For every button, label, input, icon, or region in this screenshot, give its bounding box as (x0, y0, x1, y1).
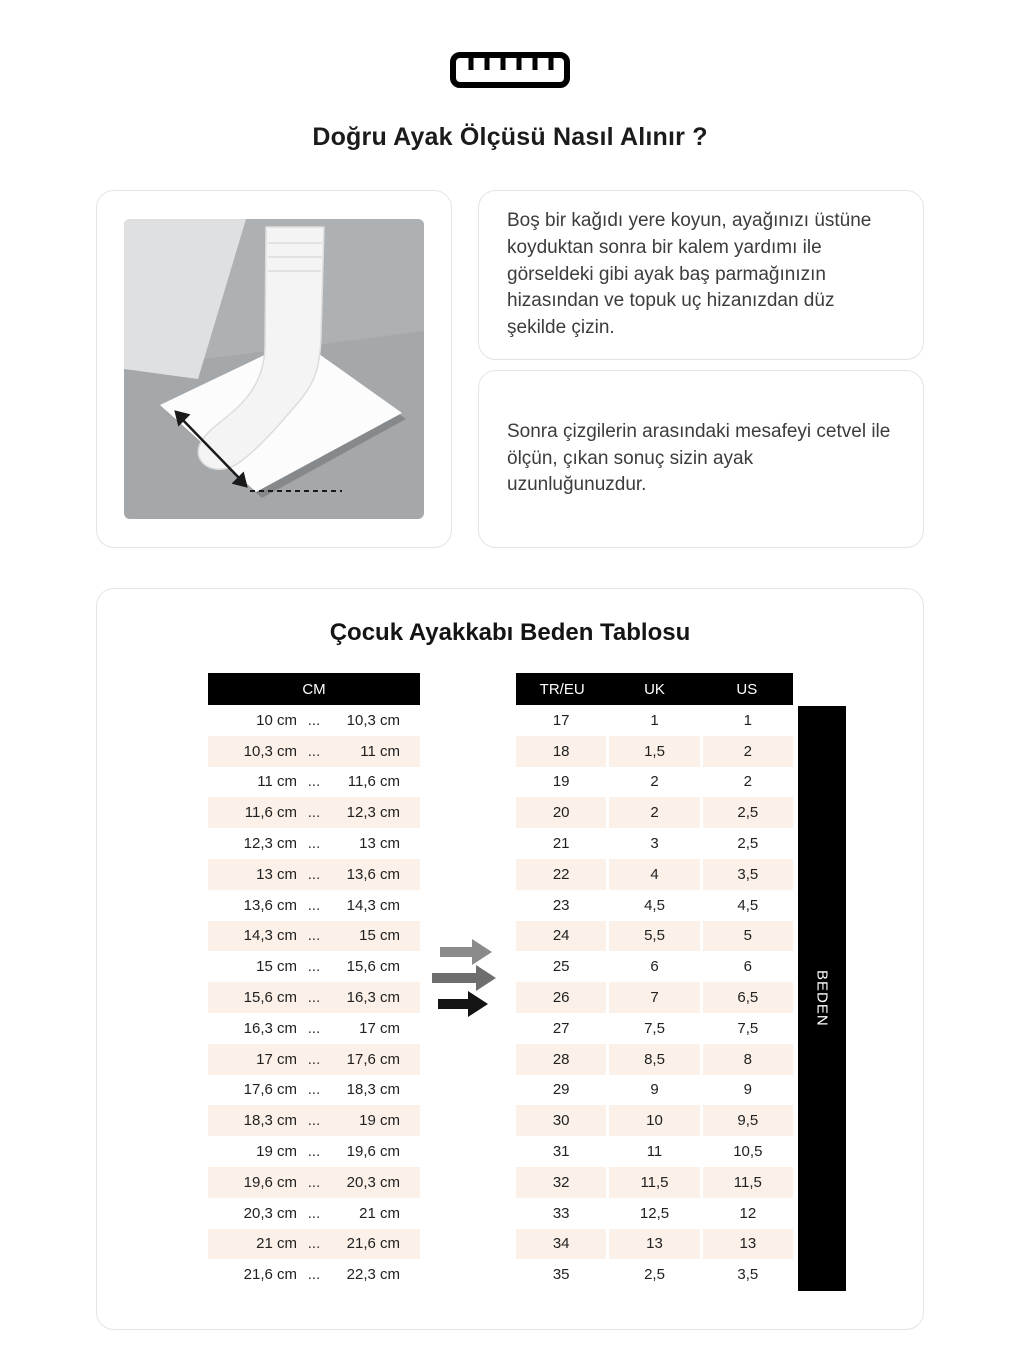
uk-value: 2 (609, 797, 699, 828)
cm-range-max: 17 cm (359, 1019, 400, 1037)
cm-table-row (208, 1044, 420, 1075)
cm-range-min: 14,3 cm (243, 927, 297, 945)
cm-range-min: 13,6 cm (243, 896, 297, 914)
size-table-row (516, 1044, 793, 1075)
cm-table-row (208, 1198, 420, 1229)
cm-table-row (208, 921, 420, 952)
cm-table-row (208, 828, 420, 859)
tr-eu-value: 24 (516, 921, 606, 952)
cm-table-row (208, 859, 420, 890)
range-separator: ... (307, 773, 321, 791)
size-table-header-us: US (736, 680, 758, 698)
size-table-header-tr-eu: TR/EU (539, 680, 585, 698)
cm-table (208, 673, 420, 1290)
tr-eu-value: 19 (516, 767, 606, 798)
uk-value: 5,5 (609, 921, 699, 952)
cm-range-min: 16,3 cm (243, 1019, 297, 1037)
us-value: 2 (703, 767, 793, 798)
cm-range-max: 10,3 cm (346, 711, 400, 729)
us-value: 11,5 (703, 1167, 793, 1198)
size-table-row (516, 1105, 793, 1136)
cm-range-max: 19 cm (359, 1112, 400, 1130)
cm-range-min: 10,3 cm (243, 742, 297, 760)
us-value: 2,5 (703, 828, 793, 859)
cm-range-max: 21 cm (359, 1204, 400, 1222)
size-table-row (516, 1136, 793, 1167)
tr-eu-value: 33 (516, 1198, 606, 1229)
cm-table-header: CM (208, 673, 420, 705)
cm-range-min: 17 cm (256, 1050, 297, 1068)
range-separator: ... (307, 1235, 321, 1253)
uk-value: 2 (609, 767, 699, 798)
size-chart-card (96, 588, 924, 1330)
size-table-header-uk: UK (644, 680, 665, 698)
cm-range-max: 17,6 cm (346, 1050, 400, 1068)
size-table-row (516, 736, 793, 767)
tr-eu-value: 31 (516, 1136, 606, 1167)
range-separator: ... (307, 958, 321, 976)
how-to-measure-section (0, 152, 1020, 548)
size-chart-title: Çocuk Ayakkabı Beden Tablosu (329, 619, 691, 646)
cm-range-min: 11,6 cm (244, 804, 297, 822)
cm-range-min: 15,6 cm (243, 989, 297, 1007)
beden-side-bar (798, 706, 846, 1291)
page-title: Doğru Ayak Ölçüsü Nasıl Alınır ? (312, 123, 708, 151)
cm-table-row (208, 705, 420, 736)
size-table (516, 673, 793, 1290)
cm-range-min: 13 cm (256, 865, 297, 883)
uk-value: 1 (609, 705, 699, 736)
size-table-row (516, 1167, 793, 1198)
size-table-row (516, 890, 793, 921)
cm-range-min: 21,6 cm (243, 1266, 297, 1284)
range-separator: ... (307, 989, 321, 1007)
tr-eu-value: 35 (516, 1259, 606, 1290)
tr-eu-value: 28 (516, 1044, 606, 1075)
tr-eu-value: 26 (516, 982, 606, 1013)
us-value: 10,5 (703, 1136, 793, 1167)
cm-range-max: 11,6 cm (347, 773, 400, 791)
tr-eu-value: 18 (516, 736, 606, 767)
foot-measurement-image-card (96, 190, 452, 548)
cm-table-row (208, 951, 420, 982)
uk-value: 6 (609, 951, 699, 982)
uk-value: 1,5 (609, 736, 699, 767)
us-value: 1 (703, 705, 793, 736)
uk-value: 8,5 (609, 1044, 699, 1075)
us-value: 3,5 (703, 1259, 793, 1290)
cm-range-max: 21,6 cm (346, 1235, 400, 1253)
instruction-text-column (478, 190, 924, 548)
tr-eu-value: 30 (516, 1105, 606, 1136)
us-value: 9,5 (703, 1105, 793, 1136)
size-table-row (516, 1198, 793, 1229)
tr-eu-value: 22 (516, 859, 606, 890)
uk-value: 12,5 (609, 1198, 699, 1229)
us-value: 12 (703, 1198, 793, 1229)
size-table-row (516, 1013, 793, 1044)
size-table-row (516, 705, 793, 736)
tr-eu-value: 20 (516, 797, 606, 828)
size-table-row (516, 828, 793, 859)
cm-table-row (208, 767, 420, 798)
us-value: 6 (703, 951, 793, 982)
range-separator: ... (307, 1081, 321, 1099)
size-table-row (516, 921, 793, 952)
size-table-header (516, 673, 793, 705)
tr-eu-value: 27 (516, 1013, 606, 1044)
cm-range-min: 19 cm (256, 1143, 297, 1161)
us-value: 8 (703, 1044, 793, 1075)
us-value: 3,5 (703, 859, 793, 890)
range-separator: ... (307, 711, 321, 729)
instruction-step-2-card (478, 370, 924, 548)
us-value: 5 (703, 921, 793, 952)
cm-table-row (208, 890, 420, 921)
tr-eu-value: 34 (516, 1229, 606, 1260)
us-value: 6,5 (703, 982, 793, 1013)
cm-range-min: 21 cm (256, 1235, 297, 1253)
us-value: 2,5 (703, 797, 793, 828)
tr-eu-value: 23 (516, 890, 606, 921)
us-value: 7,5 (703, 1013, 793, 1044)
tr-eu-value: 21 (516, 828, 606, 859)
uk-value: 11,5 (609, 1167, 699, 1198)
uk-value: 13 (609, 1229, 699, 1260)
cm-range-min: 12,3 cm (243, 835, 297, 853)
uk-value: 4,5 (609, 890, 699, 921)
cm-range-min: 11 cm (257, 773, 297, 791)
size-chart-tables (97, 673, 923, 1291)
cm-table-row (208, 1136, 420, 1167)
us-value: 9 (703, 1075, 793, 1106)
cm-range-max: 15 cm (359, 927, 400, 945)
header-icon-area (0, 0, 1020, 95)
size-table-row (516, 951, 793, 982)
range-separator: ... (307, 742, 321, 760)
instruction-step-2-text: Sonra çizgilerin arasındaki mesafeyi cetvel ile ölçün, çıkan sonuç sizin ayak uzunluğunuzdur. (507, 420, 891, 496)
range-separator: ... (307, 1050, 321, 1068)
cm-range-max: 13,6 cm (346, 865, 400, 883)
cm-range-max: 14,3 cm (346, 896, 400, 914)
cm-table-row (208, 736, 420, 767)
size-table-row (516, 767, 793, 798)
ruler-icon (449, 50, 571, 95)
cm-range-min: 10 cm (256, 711, 297, 729)
cm-range-min: 15 cm (256, 958, 297, 976)
us-value: 13 (703, 1229, 793, 1260)
uk-value: 2,5 (609, 1259, 699, 1290)
size-table-row (516, 859, 793, 890)
us-value: 2 (703, 736, 793, 767)
cm-range-max: 22,3 cm (346, 1266, 400, 1284)
tr-eu-value: 17 (516, 705, 606, 736)
cm-table-row (208, 1229, 420, 1260)
uk-value: 3 (609, 828, 699, 859)
cm-table-row (208, 1259, 420, 1290)
cm-table-row (208, 797, 420, 828)
cm-range-max: 16,3 cm (346, 989, 400, 1007)
cm-table-row (208, 1167, 420, 1198)
cm-range-max: 11 cm (360, 742, 400, 760)
range-separator: ... (307, 1143, 321, 1161)
range-separator: ... (307, 1266, 321, 1284)
range-separator: ... (307, 1112, 321, 1130)
cm-range-min: 18,3 cm (243, 1112, 297, 1130)
size-table-row (516, 1075, 793, 1106)
range-separator: ... (307, 1019, 321, 1037)
cm-range-min: 17,6 cm (243, 1081, 297, 1099)
uk-value: 10 (609, 1105, 699, 1136)
size-table-row (516, 1259, 793, 1290)
tr-eu-value: 29 (516, 1075, 606, 1106)
cm-range-max: 20,3 cm (346, 1173, 400, 1191)
uk-value: 7 (609, 982, 699, 1013)
range-separator: ... (307, 1204, 321, 1222)
double-arrow-right-icon (430, 937, 506, 1026)
uk-value: 4 (609, 859, 699, 890)
cm-range-max: 18,3 cm (346, 1081, 400, 1099)
cm-range-max: 15,6 cm (346, 958, 400, 976)
cm-range-max: 12,3 cm (346, 804, 400, 822)
uk-value: 11 (609, 1136, 699, 1167)
range-separator: ... (307, 804, 321, 822)
instruction-step-1-text: Boş bir kağıdı yere koyun, ayağınızı üstüne koyduktan sonra bir kalem yardımı ile görseldeki gibi ayak baş parmağınızın hizasından ve topuk uç hizanızdan düz şekilde çizin. (507, 209, 872, 339)
uk-value: 7,5 (609, 1013, 699, 1044)
cm-range-max: 19,6 cm (346, 1143, 400, 1161)
tr-eu-value: 25 (516, 951, 606, 982)
cm-table-row (208, 1013, 420, 1044)
beden-side-label: BEDEN (813, 970, 831, 1027)
cm-table-row (208, 1075, 420, 1106)
size-table-row (516, 1229, 793, 1260)
cm-table-body (208, 705, 420, 1290)
size-table-row (516, 982, 793, 1013)
cm-table-row (208, 1105, 420, 1136)
foot-on-paper-illustration (124, 219, 424, 519)
range-separator: ... (307, 896, 321, 914)
cm-range-max: 13 cm (359, 835, 400, 853)
range-separator: ... (307, 927, 321, 945)
range-separator: ... (307, 865, 321, 883)
us-value: 4,5 (703, 890, 793, 921)
size-table-row (516, 797, 793, 828)
instruction-step-1-card (478, 190, 924, 360)
cm-range-min: 19,6 cm (243, 1173, 297, 1191)
size-table-body (516, 705, 793, 1290)
cm-table-row (208, 982, 420, 1013)
uk-value: 9 (609, 1075, 699, 1106)
transfer-arrows-box (420, 673, 516, 1290)
tr-eu-value: 32 (516, 1167, 606, 1198)
range-separator: ... (307, 835, 321, 853)
range-separator: ... (307, 1173, 321, 1191)
cm-range-min: 20,3 cm (243, 1204, 297, 1222)
